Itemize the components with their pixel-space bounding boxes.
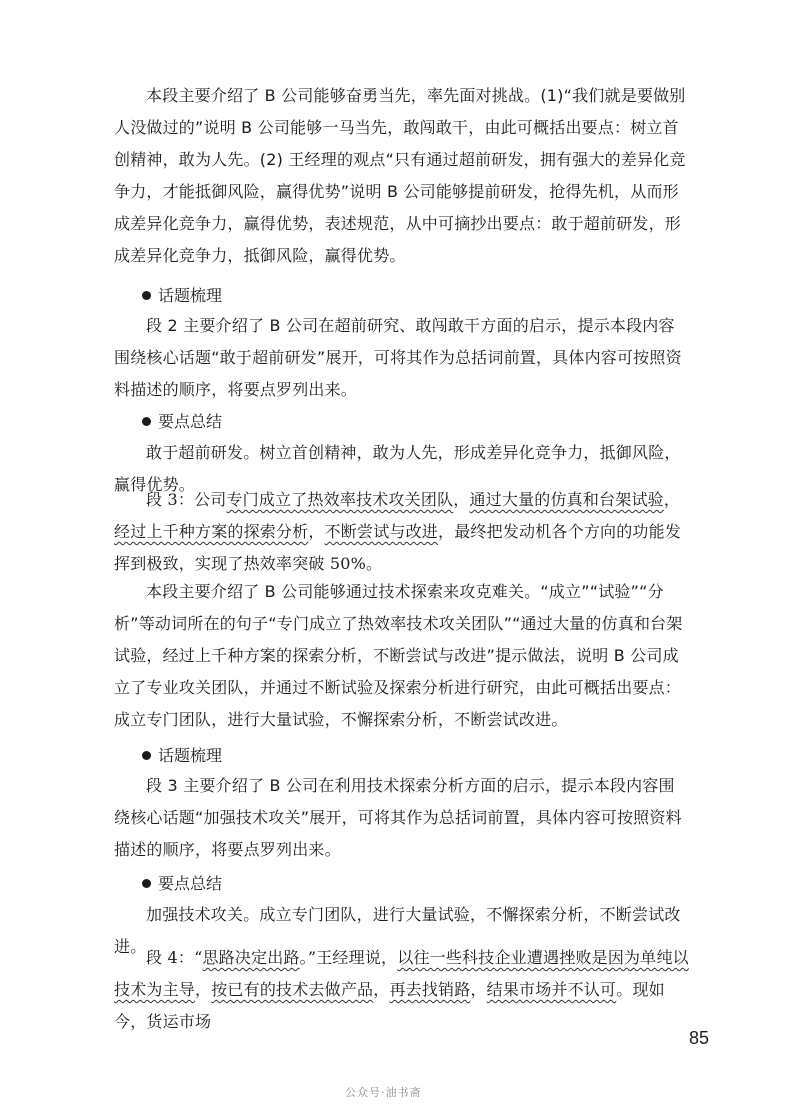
separator: ， <box>308 522 325 541</box>
summary-heading-label: 要点总结 <box>158 412 223 431</box>
underlined-phrase: 专门成立了热效率技术攻关团队 <box>226 490 454 509</box>
topic-paragraph-2: 段 3 主要介绍了 B 公司在利用技术探索分析方面的启示，提示本段内容围绕核心话题“加强技术攻关”展开，可将其作为总括词前置，具体内容可按照资料描述的顺序，将要点罗列出来。 <box>114 776 682 859</box>
page-number: 85 <box>689 1028 710 1048</box>
bullet-icon <box>142 417 151 426</box>
underlined-phrase: 不断尝试与改进 <box>324 522 439 541</box>
source-label: 段 3：公司 <box>146 490 227 509</box>
source-paragraph-4 <box>114 942 690 1038</box>
summary-paragraph-1: 敢于超前研发。树立首创精神，敢为人先，形成差异化竞争力，抵御风险，赢得优势。 <box>114 443 681 494</box>
source-text: 。”王经理说， <box>299 948 398 967</box>
bullet-icon <box>142 879 151 888</box>
source-paragraph-3 <box>114 484 690 580</box>
bullet-icon <box>142 291 151 300</box>
underlined-phrase: 以往一些科技企业遭遇挫败是因为单纯以技术为主导 <box>114 948 689 999</box>
separator: ， <box>373 980 390 999</box>
separator: ， <box>195 980 212 999</box>
underlined-phrase: 经过上千种方案的探索分析 <box>114 522 309 541</box>
separator: ， <box>663 490 681 509</box>
summary-paragraph-2: 加强技术攻关。成立专门团队，进行大量试验，不懈探索分析，不断尝试改进。 <box>114 905 681 956</box>
topic-heading-label: 话题梳理 <box>158 746 223 765</box>
source-text: 。现如今，货运市场 <box>114 980 665 1031</box>
underlined-phrase: 结果市场并不认可 <box>486 980 617 999</box>
separator: ， <box>470 980 487 999</box>
watermark: 公众号·油书斋 <box>345 1086 422 1099</box>
underlined-phrase: 按已有的技术去做产品 <box>211 980 374 999</box>
source-label: 段 4：“ <box>146 948 203 967</box>
summary-heading-2 <box>142 872 222 896</box>
underlined-phrase: 再去找销路 <box>389 980 471 999</box>
analysis-paragraph-2: 本段主要介绍了 B 公司能够通过技术探索来攻克难关。“成立”“试验”“分析”等动词所在的句子“专门成立了热效率技术攻关团队”“通过大量的仿真和台架试验，经过上千种方案的探索分析，不断尝试与改进”提示做法，说明 B 公司成立了专业攻关团队，并通过不断试验及探索分析进行研究，由此可概括出要点：成立专门团队，进行大量试验，不懈探索分析，不断尝试改进。 <box>114 582 683 729</box>
topic-heading-2 <box>142 744 222 768</box>
separator: ， <box>453 490 470 509</box>
summary-heading-label: 要点总结 <box>158 874 223 893</box>
underlined-phrase: 通过大量的仿真和台架试验 <box>469 490 664 509</box>
summary-heading-1 <box>142 410 222 434</box>
bullet-icon <box>142 751 151 760</box>
analysis-paragraph-1: 本段主要介绍了 B 公司能够奋勇当先，率先面对挑战。(1)“我们就是要做别人没做过的”说明 B 公司能够一马当先，敢闯敢干，由此可概括出要点：树立首创精神，敢为人先。(2) 王经理的观点“只有通过超前研发，拥有强大的差异化竞争力，才能抵御风险，赢得优势”说明 B 公司能够提前研发，抢得先机，从而形成差异化竞争力，赢得优势，表述规范，从中可摘抄出要点：敢于超前研发，形成差异化竞争力，抵御风险，赢得优势。 <box>114 86 686 265</box>
source-text: ，最终把发动机各个方向的功能发挥到极致，实现了热效率突破 50%。 <box>114 522 682 573</box>
topic-paragraph-1: 段 2 主要介绍了 B 公司在超前研究、敢闯敢干方面的启示，提示本段内容围绕核心话题“敢于超前研发”展开，可将其作为总括词前置，具体内容可按照资料描述的顺序，将要点罗列出来。 <box>114 316 682 399</box>
topic-heading-1 <box>142 284 222 308</box>
topic-heading-label: 话题梳理 <box>158 286 223 305</box>
underlined-phrase: 思路决定出路 <box>202 948 300 967</box>
